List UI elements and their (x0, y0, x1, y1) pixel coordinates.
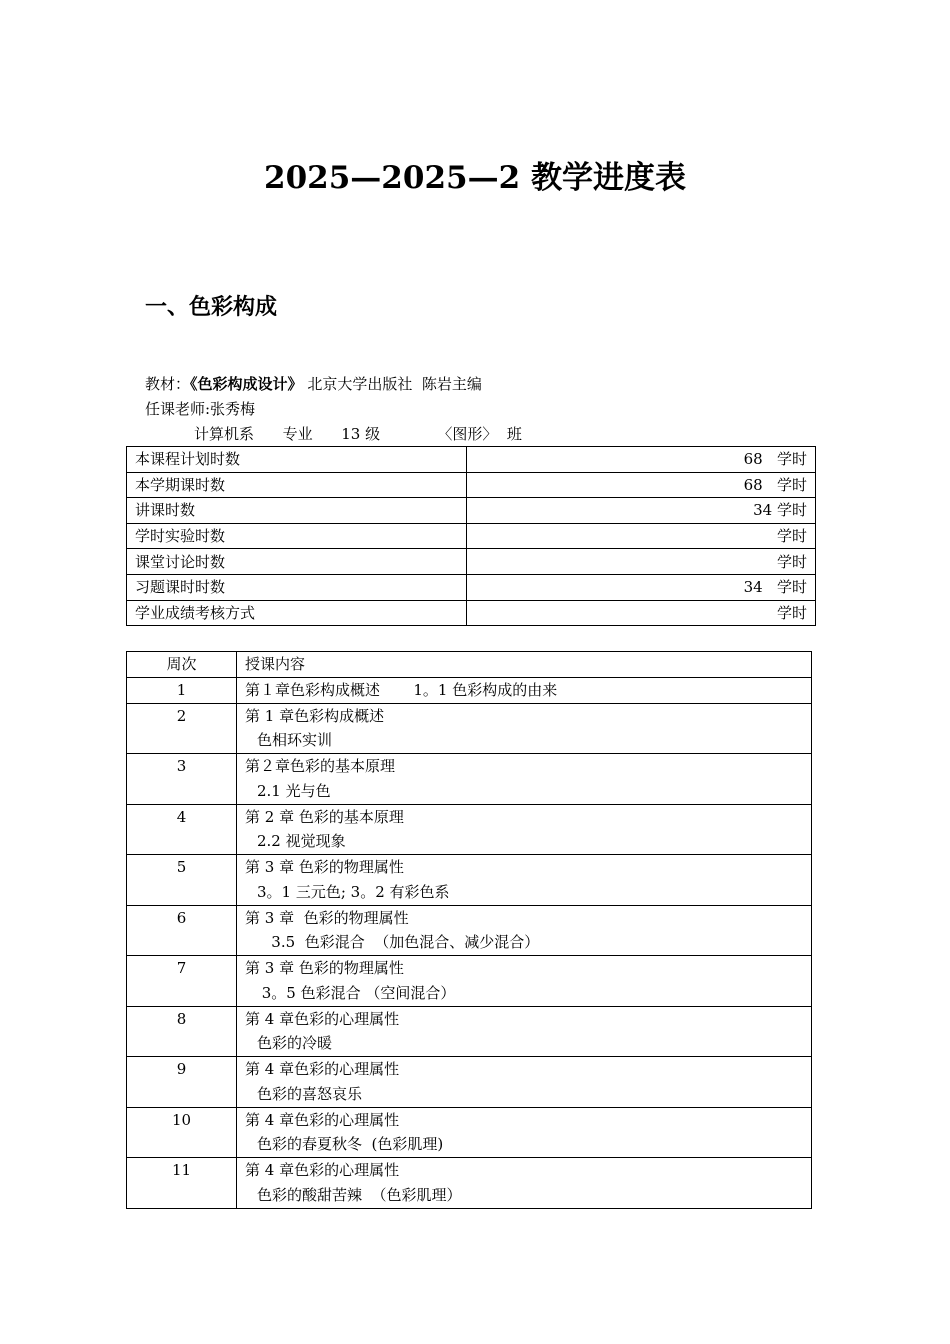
lesson-content (237, 1057, 812, 1108)
lesson-chapter: 第 3 章 色彩的物理属性 (245, 908, 409, 927)
lesson-chapter: 第 4 章色彩的心理属性 (245, 1161, 400, 1179)
class-name: 〈图形〉 (437, 425, 498, 443)
hours-row (127, 523, 816, 549)
hours-value: 学时 (467, 549, 816, 575)
class-grade: 13 级 (341, 425, 381, 443)
lesson-topic: 色彩的酸甜苦辣 （色彩肌理） (257, 1185, 462, 1204)
week-number: 2 (127, 703, 237, 754)
hours-label: 学时实验时数 (127, 523, 467, 549)
week-number: 8 (127, 1006, 237, 1057)
schedule-row (127, 678, 812, 704)
hours-row (127, 574, 816, 600)
textbook-publisher: 北京大学出版社 (307, 375, 413, 393)
textbook-name: 《色彩构成设计》 (190, 375, 303, 393)
lesson-chapter: 第 4 章色彩的心理属性 (245, 1110, 400, 1129)
schedule-row (127, 855, 812, 906)
lesson-topic: 3。5 色彩混合 （空间混合） (257, 983, 456, 1002)
class-suffix: 班 (506, 425, 522, 443)
lesson-topic: 3。1 三元色; 3。2 有彩色系 (257, 882, 450, 901)
week-number: 11 (127, 1158, 237, 1209)
schedule-row (127, 804, 812, 855)
schedule-row (127, 1006, 812, 1057)
week-number: 9 (127, 1057, 237, 1108)
week-number: 5 (127, 855, 237, 906)
week-number: 3 (127, 754, 237, 805)
lesson-content (237, 754, 812, 805)
hours-value: 68 学时 (467, 472, 816, 498)
lesson-content (237, 1158, 812, 1209)
hours-label: 本课程计划时数 (127, 447, 467, 473)
hours-value: 34 学时 (467, 574, 816, 600)
schedule-table (126, 651, 812, 1209)
week-number: 6 (127, 905, 237, 956)
lesson-content (237, 956, 812, 1007)
hours-label: 讲课时数 (127, 498, 467, 524)
hours-label: 学业成绩考核方式 (127, 600, 467, 626)
section-heading: 一、色彩构成 (145, 295, 278, 320)
schedule-row (127, 754, 812, 805)
lesson-chapter: 第 1 章色彩构成概述 (245, 706, 385, 725)
lesson-chapter: 第 4 章色彩的心理属性 (245, 1009, 400, 1028)
lesson-chapter: 第 4 章色彩的心理属性 (245, 1060, 400, 1078)
hours-label: 习题课时时数 (127, 574, 467, 600)
textbook-label: 教材： (145, 375, 191, 393)
textbook-editor: 陈岩主编 (421, 375, 482, 393)
lesson-topic: 色相环实训 (257, 731, 333, 749)
week-number: 1 (127, 678, 237, 704)
lesson-chapter: 第 3 章 色彩的物理属性 (245, 959, 404, 977)
content-header: 授课内容 (237, 652, 812, 678)
hours-row (127, 472, 816, 498)
schedule-row (127, 703, 812, 754)
lesson-chapter: 第１章色彩构成概述 1。1 色彩构成的由来 (245, 681, 558, 699)
class-dept: 计算机系 (194, 425, 255, 443)
hours-value: 34 学时 (467, 498, 816, 524)
hours-row (127, 498, 816, 524)
textbook-line (145, 373, 482, 394)
lesson-topic: 色彩的冷暖 (257, 1034, 333, 1052)
lesson-topic: 色彩的春夏秋冬 (色彩肌理) (257, 1135, 444, 1153)
week-number: 4 (127, 804, 237, 855)
week-header: 周次 (127, 652, 237, 678)
lesson-chapter: 第２章色彩的基本原理 (245, 757, 396, 775)
lesson-content (237, 905, 812, 956)
schedule-row (127, 1057, 812, 1108)
schedule-row (127, 905, 812, 956)
document-title: 2025—2025—2 教学进度表 (264, 160, 686, 196)
lesson-topic: 2.2 视觉现象 (257, 832, 346, 850)
lesson-content (237, 855, 812, 906)
lesson-topic: 2.1 光与色 (257, 781, 331, 800)
schedule-header-row (127, 652, 812, 678)
hours-value: 学时 (467, 600, 816, 626)
lesson-content (237, 678, 812, 704)
lesson-content (237, 1107, 812, 1158)
hours-value: 68 学时 (467, 447, 816, 473)
lesson-topic: 3.5 色彩混合 （加色混合、减少混合） (257, 933, 540, 951)
schedule-row (127, 1158, 812, 1209)
hours-value: 学时 (467, 523, 816, 549)
lesson-content (237, 703, 812, 754)
class-major: 专业 (282, 425, 313, 443)
schedule-row (127, 1107, 812, 1158)
schedule-row (127, 956, 812, 1007)
hours-label: 本学期课时数 (127, 472, 467, 498)
class-info-line (194, 423, 522, 444)
lesson-content (237, 1006, 812, 1057)
hours-table (126, 446, 816, 626)
hours-label: 课堂讨论时数 (127, 549, 467, 575)
hours-row (127, 600, 816, 626)
lesson-chapter: 第 3 章 色彩的物理属性 (245, 858, 404, 876)
lesson-content (237, 804, 812, 855)
lesson-topic: 色彩的喜怒哀乐 (257, 1084, 363, 1103)
hours-row (127, 549, 816, 575)
week-number: 7 (127, 956, 237, 1007)
week-number: 10 (127, 1107, 237, 1158)
hours-row (127, 447, 816, 473)
lesson-chapter: 第 2 章 色彩的基本原理 (245, 807, 404, 826)
teacher-line: 任课老师:张秀梅 (145, 400, 256, 418)
